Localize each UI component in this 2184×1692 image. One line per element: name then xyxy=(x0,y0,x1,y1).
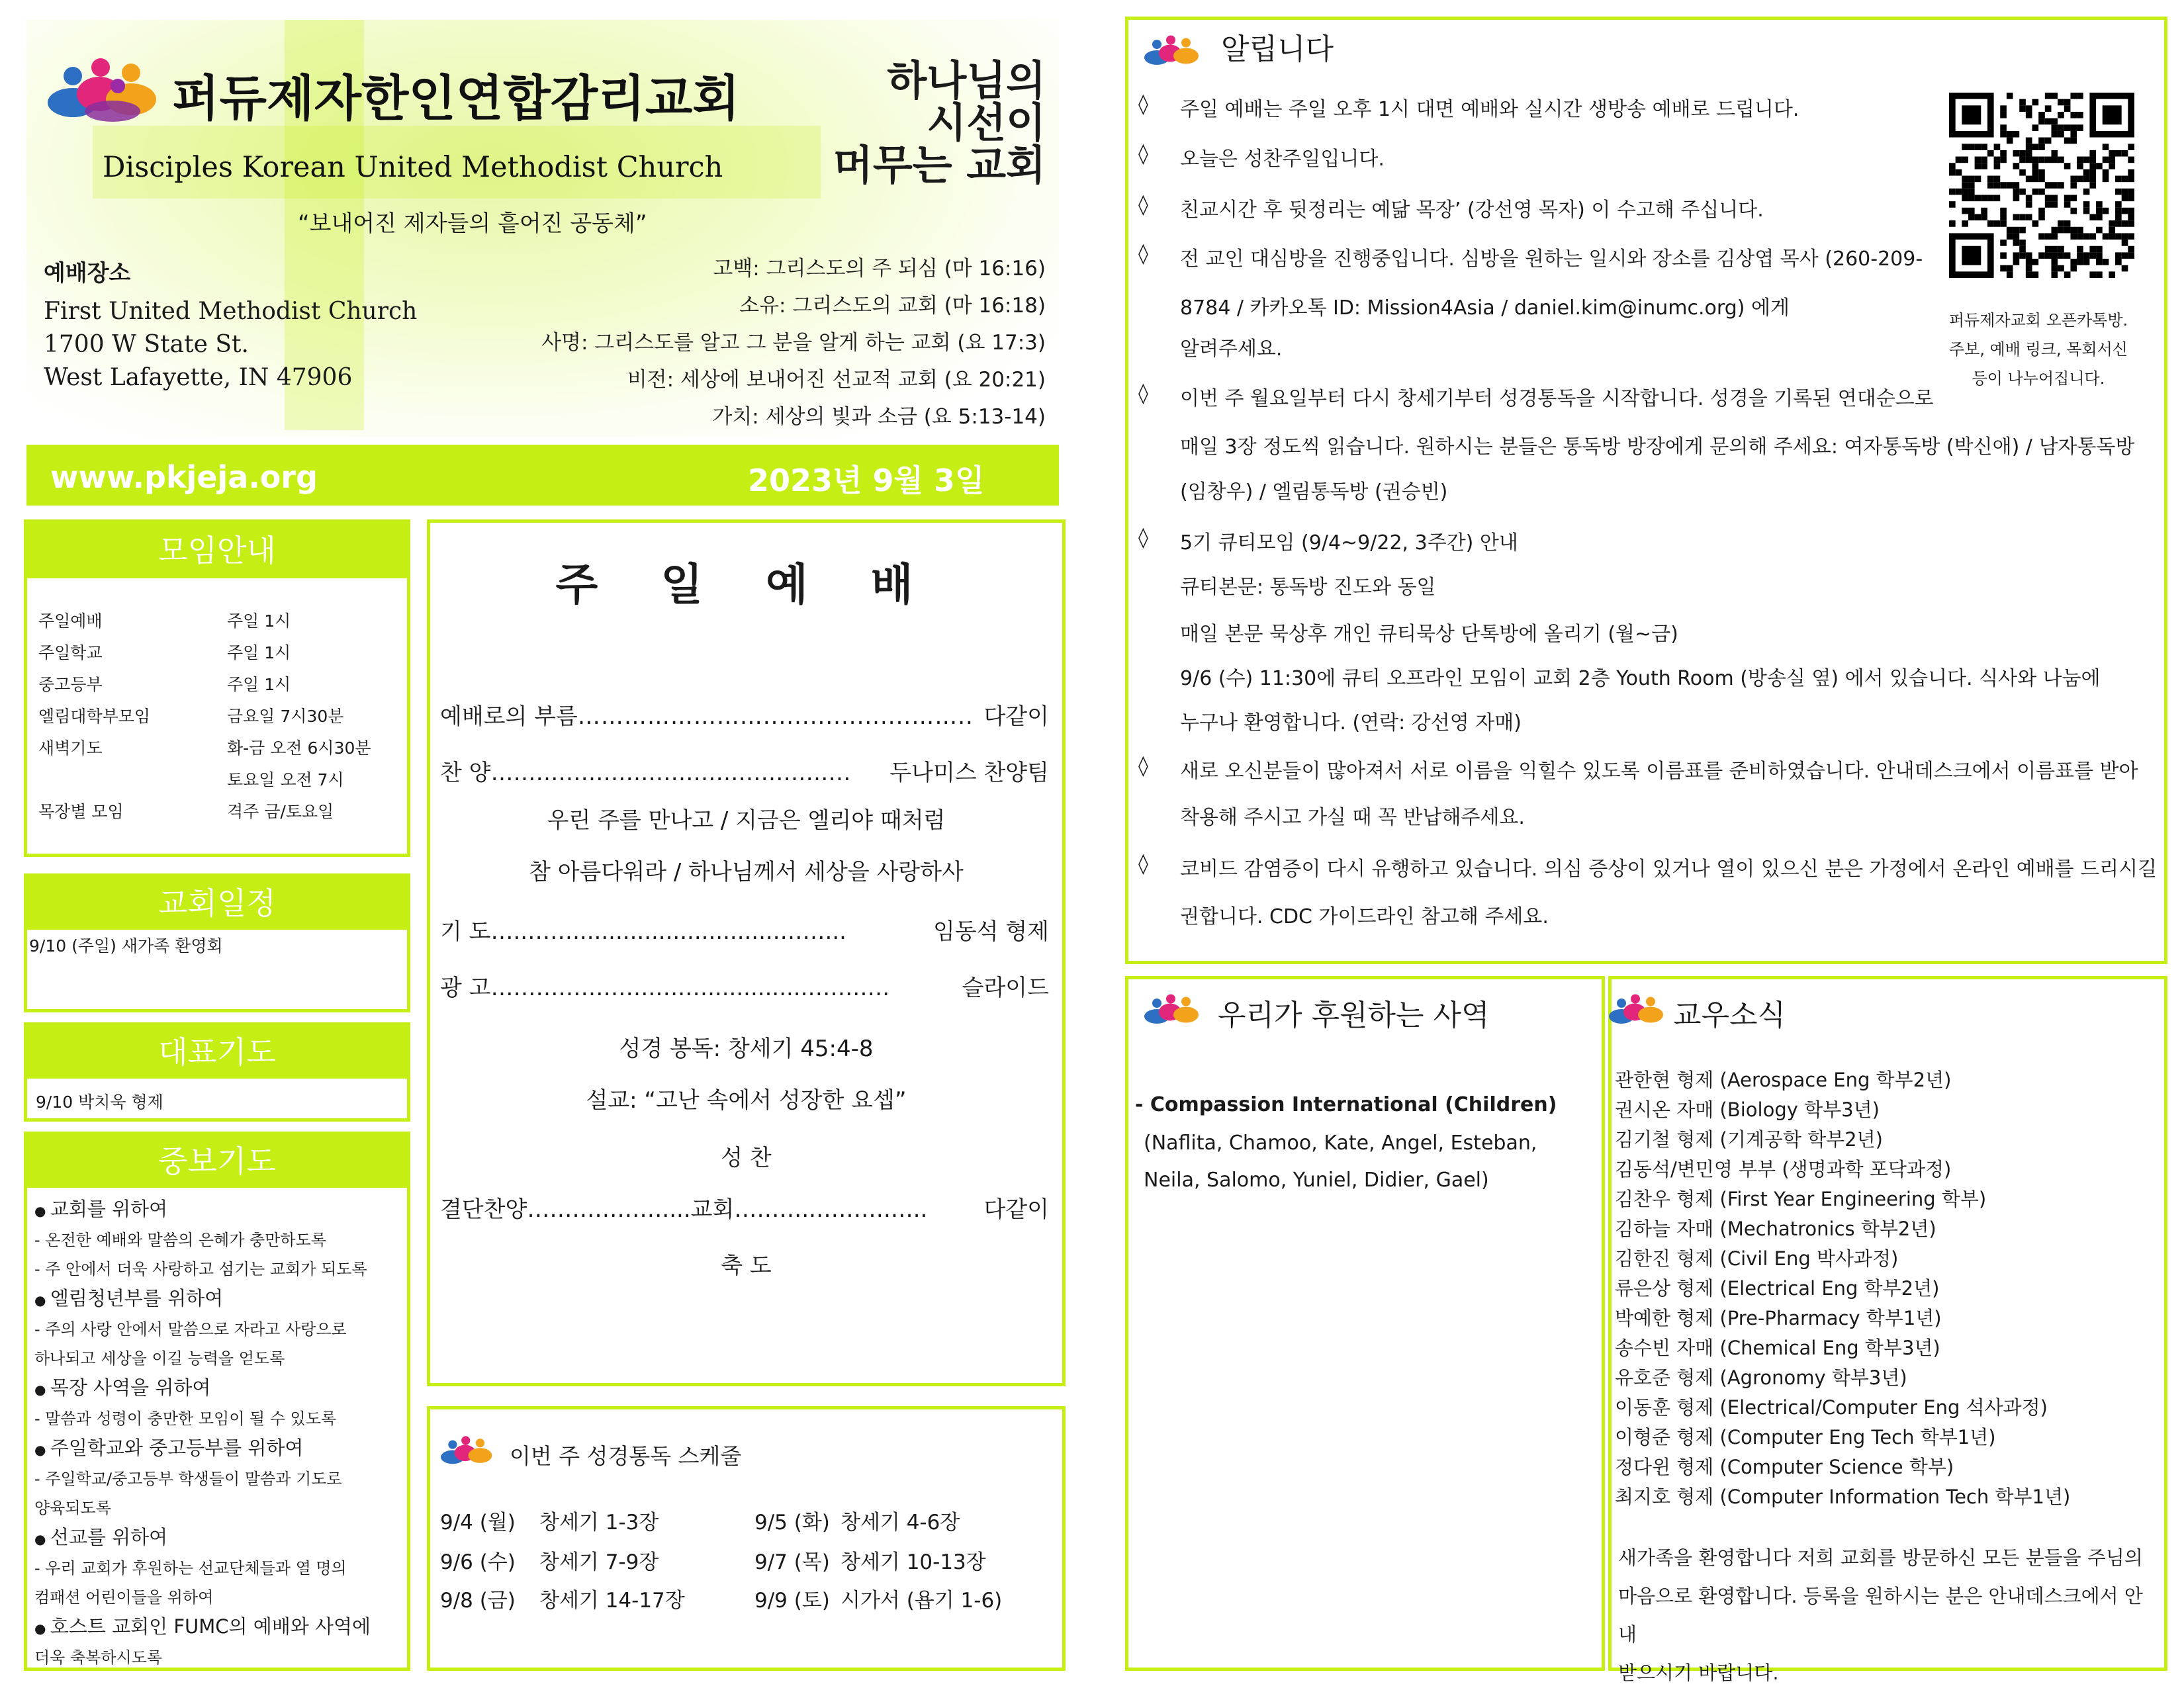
member-item: 권시온 자매 (Biology 학부3년) xyxy=(1615,1098,1880,1121)
reading-day: 9/7 (목) 창세기 10-13장 xyxy=(754,1550,986,1574)
reading-plan-title: 이번 주 성경통독 스케줄 xyxy=(510,1443,742,1469)
prayer-topic: ● 엘림청년부를 위하여 xyxy=(34,1287,224,1310)
member-item: 박예한 형제 (Pre-Pharmacy 학부1년) xyxy=(1615,1307,1942,1329)
prayer-detail: - 주 안에서 더욱 사랑하고 섬기는 교회가 되도록 xyxy=(34,1260,367,1278)
support-box xyxy=(1125,976,1605,1671)
support-names-1: (Naflita, Chamoo, Kate, Angel, Esteban, xyxy=(1144,1132,1537,1155)
prayer-detail: - 말씀과 성령이 충만한 모임이 될 수 있도록 xyxy=(34,1409,337,1428)
diamond-bullet-icon: ◊ xyxy=(1138,852,1148,875)
reading-day: 9/5 (화) 창세기 4-6장 xyxy=(754,1511,960,1535)
member-item: 김동석/변민영 부부 (생명과학 포닥과정) xyxy=(1615,1158,1952,1180)
website-link[interactable]: www.pkjeja.org xyxy=(50,459,318,495)
diamond-bullet-icon: ◊ xyxy=(1138,242,1148,265)
motto-line-3: 머무는 교회 xyxy=(833,141,1046,189)
prayer-detail: 양육되도록 xyxy=(34,1499,111,1517)
intercession-list xyxy=(34,1194,405,1672)
member-item: 김기철 형제 (기계공학 학부2년) xyxy=(1615,1128,1883,1151)
reading-day: 9/8 (금) 창세기 14-17장 xyxy=(440,1589,685,1613)
web-date-bar xyxy=(26,445,1059,506)
announcements-title: 알립니다 xyxy=(1221,32,1334,66)
meeting-row: 목장별 모임 격주 금/토요일 xyxy=(38,802,334,821)
prayer-line: 기 도…..…….............................……... 임동석 형제 xyxy=(440,918,1049,945)
bulletin-date: 2023년 9월 3일 xyxy=(748,463,985,498)
member-item: 정다윈 형제 (Computer Science 학부) xyxy=(1615,1456,1954,1478)
decision-hymn: 결단찬양………………....교회………..……….….. 다같이 xyxy=(440,1196,1049,1223)
meeting-row: 새벽기도 화-금 오전 6시30분 xyxy=(38,738,371,758)
calendar-item: 9/10 (주일) 새가족 환영회 xyxy=(29,936,223,956)
church-logo-icon xyxy=(1144,991,1203,1029)
scripture-reading: 성경 봉독: 창세기 45:4-8 xyxy=(619,1036,874,1062)
benediction: 축 도 xyxy=(721,1253,772,1279)
meeting-row: 토요일 오전 7시 xyxy=(227,770,344,789)
member-item: 김한진 형제 (Civil Eng 박사과정) xyxy=(1615,1247,1899,1270)
bullet-icon: ● xyxy=(34,1531,50,1547)
prayer-topic: ● 선교를 위하여 xyxy=(34,1526,168,1548)
address-line-2: 1700 W State St. xyxy=(44,331,249,358)
address-line-1: First United Methodist Church xyxy=(44,298,418,325)
service-title: 주 일 예 배 xyxy=(555,559,937,610)
reading-day: 9/6 (수) 창세기 7-9장 xyxy=(440,1550,659,1574)
member-item: 김하늘 자매 (Mechatronics 학부2년) xyxy=(1615,1218,1936,1240)
qr-code-icon[interactable] xyxy=(1949,93,2134,278)
bullet-icon: ● xyxy=(34,1292,50,1308)
songs-line-2: 참 아름다워라 / 하나님께서 세상을 사랑하사 xyxy=(529,859,964,885)
reading-day: 9/9 (토) 시가서 (욥기 1-6) xyxy=(754,1589,1003,1613)
diamond-bullet-icon: ◊ xyxy=(1138,382,1148,405)
member-item: 최지호 형제 (Computer Information Tech 학부1년) xyxy=(1615,1486,2071,1508)
church-logo-icon xyxy=(46,53,165,126)
church-name-ko: 퍼듀제자한인연합감리교회 xyxy=(172,70,740,127)
communion: 성 찬 xyxy=(721,1145,772,1171)
diamond-bullet-icon: ◊ xyxy=(1138,526,1148,549)
support-title: 우리가 후원하는 사역 xyxy=(1218,999,1490,1032)
creed-confession: 고백: 그리스도의 주 되심 (마 16:16) xyxy=(713,257,1046,281)
diamond-bullet-icon: ◊ xyxy=(1138,193,1148,216)
member-item: 송수빈 자매 (Chemical Eng 학부3년) xyxy=(1615,1337,1940,1359)
bullet-icon: ● xyxy=(34,1621,50,1636)
meeting-row: 주일예배 주일 1시 xyxy=(38,611,291,631)
church-logo-icon xyxy=(1608,991,1668,1029)
worship-place-label: 예배장소 xyxy=(44,260,131,287)
meeting-row: 엘림대학부모임 금요일 7시30분 xyxy=(38,707,344,726)
qr-caption: 퍼듀제자교회 오픈카톡방. 주보, 예배 링크, 목회서신 등이 나누어집니다. xyxy=(1948,311,2128,388)
creeds xyxy=(463,250,1046,435)
prayer-detail: - 주일학교/중고등부 학생들이 말씀과 기도로 xyxy=(34,1470,342,1488)
member-item: 이형준 형제 (Computer Eng Tech 학부1년) xyxy=(1615,1426,1996,1448)
meeting-row: 중고등부 주일 1시 xyxy=(38,675,291,694)
prayer-topic: ● 호스트 교회인 FUMC의 예배와 사역에 xyxy=(34,1615,371,1638)
members-title: 교우소식 xyxy=(1673,999,1786,1032)
songs-line-1: 우린 주를 만나고 / 지금은 엘리야 때처럼 xyxy=(547,807,946,834)
motto-line-1: 하나님의 xyxy=(887,56,1046,105)
member-item: 김찬우 형제 (First Year Engineering 학부) xyxy=(1615,1188,1987,1210)
notice-line: 광 고………………….….…..............…….…. 슬라이드 xyxy=(440,975,1049,1001)
prayer-topic: ● 교회를 위하여 xyxy=(34,1198,168,1220)
creed-vision: 비전: 세상에 보내어진 선교적 교회 (요 20:21) xyxy=(627,368,1046,392)
member-item: 관한현 형제 (Aerospace Eng 학부2년) xyxy=(1615,1069,1952,1091)
prayer-detail: - 주의 사랑 안에서 말씀으로 자라고 사랑으로 xyxy=(34,1320,347,1339)
support-names-2: Neila, Salomo, Yuniel, Didier, Gael) xyxy=(1144,1169,1489,1192)
member-item: 유호준 형제 (Agronomy 학부3년) xyxy=(1615,1366,1907,1389)
bullet-icon: ● xyxy=(34,1442,50,1458)
prayer-topic: ● 목장 사역을 위하여 xyxy=(34,1376,211,1399)
bullet-icon: ● xyxy=(34,1382,50,1398)
diamond-bullet-icon: ◊ xyxy=(1138,142,1148,165)
church-logo-icon xyxy=(440,1433,496,1469)
calendar-title: 교회일정 xyxy=(27,877,407,930)
call-to-worship: 예배로의 부름……………………...................…….. 다같이 xyxy=(440,703,1049,730)
member-item: 류은상 형제 (Electrical Eng 학부2년) xyxy=(1615,1277,1940,1300)
intercession-title: 중보기도 xyxy=(27,1135,407,1188)
address-line-3: West Lafayette, IN 47906 xyxy=(44,364,353,391)
rep-prayer-title: 대표기도 xyxy=(27,1026,407,1079)
meetings-list xyxy=(38,605,396,828)
rep-prayer-item: 9/10 박치욱 형제 xyxy=(36,1092,163,1112)
motto-line-2: 시선이 xyxy=(927,99,1046,147)
creed-value: 가치: 세상의 빛과 소금 (요 5:13-14) xyxy=(712,405,1046,429)
address xyxy=(44,295,417,394)
church-name-en: Disciples Korean United Methodist Church xyxy=(103,151,723,184)
prayer-topic: ● 주일학교와 중고등부를 위하여 xyxy=(34,1437,304,1459)
reading-day: 9/4 (월) 창세기 1-3장 xyxy=(440,1511,659,1535)
prayer-detail: - 온전한 예배와 말씀의 은혜가 충만하도록 xyxy=(34,1231,326,1249)
prayer-detail: 하나되고 세상을 이길 능력을 얻도록 xyxy=(34,1349,285,1368)
creed-mission: 사명: 그리스도를 알고 그 분을 알게 하는 교회 (요 17:3) xyxy=(541,331,1046,355)
bullet-icon: ● xyxy=(34,1203,50,1219)
diamond-bullet-icon: ◊ xyxy=(1138,93,1148,116)
diamond-bullet-icon: ◊ xyxy=(1138,754,1148,778)
support-org: - Compassion International (Children) xyxy=(1135,1093,1557,1116)
praise-hymn: 찬 양………………………………………… 두나미스 찬양팀 xyxy=(440,760,1049,786)
sermon-title: 설교: “고난 속에서 성장한 요셉” xyxy=(586,1087,907,1114)
prayer-detail: - 우리 교회가 후원하는 선교단체들과 열 명의 xyxy=(34,1559,347,1578)
meetings-title: 모임안내 xyxy=(27,523,407,578)
prayer-detail: 더욱 축복하시도록 xyxy=(34,1648,163,1667)
meeting-row: 주일학교 주일 1시 xyxy=(38,643,291,662)
church-logo-icon xyxy=(1144,32,1203,70)
tagline: “보내어진 제자들의 흩어진 공동체” xyxy=(298,210,647,237)
welcome-text: 새가족을 환영합니다 저희 교회를 방문하신 모든 분들을 주님의 마음으로 환영합니다. 등록을 원하시는 분은 안내데스크에서 안내 받으시기 바랍니다. xyxy=(1618,1546,2143,1684)
creed-possession: 소유: 그리스도의 교회 (마 16:18) xyxy=(739,294,1046,318)
member-item: 이동훈 형제 (Electrical/Computer Eng 석사과정) xyxy=(1615,1396,2048,1419)
prayer-detail: 컴패션 어린이들을 위하여 xyxy=(34,1588,214,1607)
